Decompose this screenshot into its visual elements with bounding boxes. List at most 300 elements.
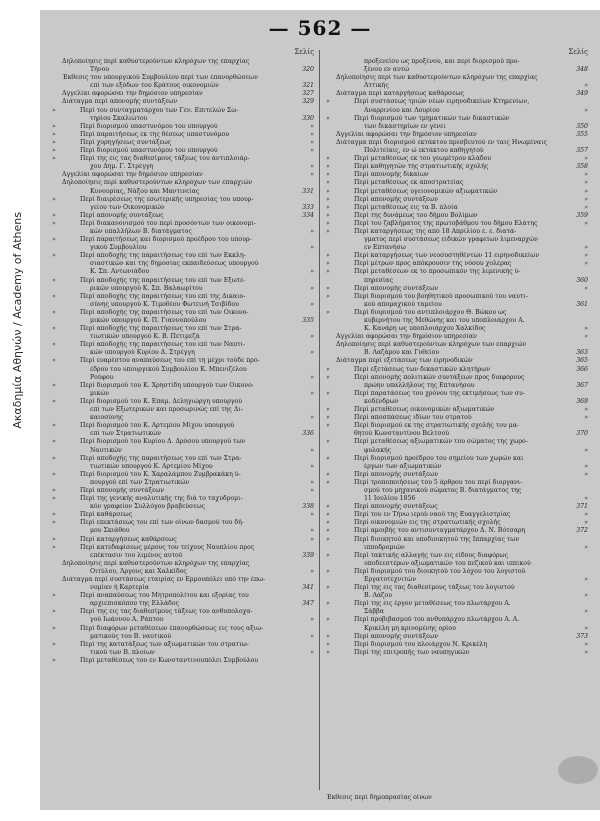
index-entry	[326, 58, 588, 66]
entry-text: Δηλοποίησις περί καθυστερούντων κληρόχων της επαρχίας	[62, 559, 250, 567]
index-entry	[326, 179, 588, 187]
entry-text: Περί της κατατάξεως των αξιωματικών του στρατιω-	[80, 640, 249, 648]
entry-mark: »	[326, 163, 330, 171]
index-entry	[326, 107, 588, 115]
entry-page: »	[310, 527, 314, 535]
entry-page: »	[310, 122, 314, 130]
entry-text: Περί διορισμού του Κυρίου Δ. Δρόσου υπουργού των	[80, 438, 246, 446]
entry-text: Περί αναπαύσεως του Μητροπολίτου και εξορίας του	[80, 592, 249, 600]
entry-page: »	[584, 284, 588, 292]
entry-page: 335	[302, 317, 314, 324]
entry-text: Περί χορηγήσεως συντάξεως	[80, 138, 172, 146]
entry-text: αρχιεπισκόπου της Ελλάδος	[90, 600, 180, 608]
entry-page: »	[310, 244, 314, 252]
entry-text: κών υπαλλήλων Β. διατάγματος	[90, 227, 192, 235]
index-entry	[52, 188, 314, 196]
entry-mark: »	[52, 535, 56, 543]
entry-text: σύνης υπουργού Κ. Τιμοθέου Φωτεινή Τσιβίδου	[90, 300, 239, 308]
entry-text: Περί τροποποιήσεως του 5 άρθρου του περί διοργανι-	[354, 478, 523, 486]
entry-page: »	[310, 414, 314, 422]
entry-mark: »	[52, 381, 56, 389]
entry-page: »	[310, 333, 314, 341]
entry-page: 329	[302, 98, 314, 106]
entry-page: »	[310, 171, 314, 179]
entry-text: Περί οικονομιών εις της στρατιωτικής σχολής	[354, 519, 501, 527]
index-entry	[326, 641, 588, 649]
entry-text: Περί μεταθέσεως οικονομικών αξιωματικών	[354, 406, 495, 414]
entry-text: πηρεσίας	[364, 276, 393, 284]
entry-text: Περί διορισμού του Κ. Χαραλάμπου Ζυμβρακάκη ύ-	[80, 470, 241, 478]
index-entry	[326, 236, 588, 244]
index-entry	[326, 552, 588, 560]
index-entry	[326, 584, 588, 592]
entry-page: 373	[576, 632, 588, 640]
entry-text: Περί αποδοχής της παραιτήσεως του επί των Εξωτε-	[80, 276, 246, 284]
entry-text: τηρίου Σκαλιώτου	[90, 114, 148, 122]
index-entry	[326, 447, 588, 455]
entry-text: Περί του εν Τήνω ιερού ναού της Ευαγγελιστρίας	[354, 511, 511, 519]
entry-mark: »	[326, 584, 330, 592]
entry-text: Περί απονομής συντάξεως	[80, 211, 164, 219]
entry-mark: »	[52, 292, 56, 300]
entry-page: »	[584, 414, 588, 422]
index-entry	[326, 285, 588, 293]
entry-text: Διάταγμα περί εξετάσεως των ειρηνοδικών	[336, 357, 473, 365]
index-entry	[52, 325, 314, 333]
entry-text: Ρούφου	[90, 373, 114, 381]
entry-page: »	[584, 219, 588, 227]
entry-page: 357	[576, 147, 588, 155]
entry-page: 361	[576, 300, 588, 308]
scanned-page	[40, 10, 600, 810]
index-entry	[326, 155, 588, 163]
entry-page: 331	[302, 187, 314, 195]
entry-mark: »	[326, 308, 330, 316]
entry-page: »	[584, 470, 588, 478]
entry-text: Περί παραιτήσεως και διορισμού προέδρου του υπουρ-	[80, 236, 252, 244]
entry-text: Περί μεταθέσεως εις τα Β. πλοία	[354, 203, 458, 211]
entry-mark: »	[52, 454, 56, 462]
entry-text: μικών	[90, 389, 110, 397]
entry-mark: »	[326, 373, 330, 381]
entry-text: Περί καταργήσεως των νεοσυστηθέντων 11 ειρηνοδικείων	[354, 252, 540, 260]
entry-page: 350	[576, 122, 588, 130]
entry-text: Αναρρινίου και Λουρίου	[364, 106, 440, 114]
entry-text: Περί παραιτήσεως εκ της θέσεως υπαστυνόμου	[80, 130, 230, 138]
index-entry	[326, 568, 588, 576]
index-entry	[326, 123, 588, 131]
index-entry	[326, 82, 588, 90]
entry-text: Περί απονομής πολιτικών συντάξεων προς διαφόρους	[354, 373, 525, 381]
entry-text: Περί διακανονισμού του περί προσόντων των οικονομι-	[80, 219, 256, 227]
index-entry	[52, 527, 314, 535]
index-entry	[52, 479, 314, 487]
entry-mark: »	[326, 454, 330, 462]
index-entry	[52, 552, 314, 560]
index-entry	[326, 317, 588, 325]
entry-text: Περί απονομής συντάξεων	[354, 284, 439, 292]
index-entry	[326, 131, 588, 139]
index-entry	[52, 179, 314, 187]
entry-mark: »	[326, 632, 330, 640]
watermark-text: Ακαδημία Αθηνών / Academy of Athens	[10, 211, 24, 429]
entry-mark: »	[326, 438, 330, 446]
entry-page: 330	[302, 114, 314, 122]
index-entry	[326, 503, 588, 511]
entry-text: Περί αποδοχής της παραιτήσεως του επί των Εκκλη-	[80, 252, 246, 260]
entry-mark: »	[52, 341, 56, 349]
entry-text: Περί διορισμού του αντιπλοιάρχου Θ. Βώκου ως	[354, 308, 507, 316]
entry-text: Περί αμοιβής του αντισυνταγματάρχου Δ. Ν. Βότσαρη	[354, 527, 526, 535]
entry-text: Εργατοτεχνιτών	[364, 576, 416, 583]
entry-page: »	[584, 244, 588, 252]
index-entry	[326, 163, 588, 171]
entry-page: »	[584, 648, 588, 656]
entry-text: Αγγελίαι αφορώσαι την δημόσιον υπηρεσίαν	[62, 90, 203, 98]
entry-text: Περί διορισμού του Κ. Επαμ. Δεληγιώργη υπουργού	[80, 397, 243, 405]
index-entry	[326, 430, 588, 438]
index-entry	[52, 333, 314, 341]
entry-page: »	[584, 592, 588, 600]
entry-page: »	[584, 608, 588, 616]
entry-mark: »	[326, 519, 330, 527]
index-entry	[326, 268, 588, 276]
entry-text: Περί αποδοχής της παραιτήσεως του επί των Στρα-	[80, 325, 242, 333]
entry-text: Διάταγμα περί διορισμού εκτάκτου πρεσβευτού εν ταις Ηνωμέναις	[336, 138, 548, 146]
index-entry	[52, 455, 314, 463]
entry-text: Αττικής	[364, 82, 389, 90]
entry-mark: »	[52, 252, 56, 260]
entry-text: Δηλοποίησις περί καθυστερούντων κληρόχων των επαρχιών	[62, 179, 253, 187]
index-entry	[52, 576, 314, 584]
entry-text: Περί διορισμού του διοικητού του λόχου του λογιστού	[354, 567, 526, 575]
entry-mark: »	[52, 438, 56, 446]
entry-page: 339	[302, 551, 314, 559]
index-entry	[52, 366, 314, 374]
entry-page: »	[310, 511, 314, 519]
entry-text: Αγγελίαι αφορώσαι την δημόσιον υπηρεσίαν	[62, 171, 203, 179]
entry-page: »	[584, 624, 588, 632]
entry-text: μου Σκιάθου	[90, 527, 130, 535]
entry-text: Περί της εις έργον μεταθέσεως του πλωτάρχου Α.	[354, 600, 511, 608]
index-entry	[326, 455, 588, 463]
index-entry	[52, 447, 314, 455]
index-entry	[52, 641, 314, 649]
index-entry	[326, 560, 588, 568]
entry-page: »	[584, 106, 588, 114]
entry-text: Δηλοποίησις περί καθυστερούντων κληρόχων των επαρχιών	[336, 341, 527, 349]
entry-text: Διάταγμα περί καταργήσεως καθάρσεως	[336, 90, 464, 98]
entry-text: Δηλοποίησις περί καθυστερούντων κληρόχων της επαρχίας	[62, 58, 250, 65]
index-entry	[52, 495, 314, 503]
entry-page: 370	[576, 430, 588, 438]
entry-text: Περί καθάρσεως	[80, 511, 133, 519]
index-entry	[52, 293, 314, 301]
index-entry	[326, 495, 588, 503]
entry-text: Περί της επιτροπής των ναυπηγικών	[354, 648, 470, 656]
index-entry	[326, 66, 588, 74]
index-entry	[52, 317, 314, 325]
entry-mark: »	[52, 236, 56, 244]
entry-text: Περί απονομής δικαίων	[354, 171, 429, 179]
entry-page: »	[584, 511, 588, 519]
entry-text: Περί καταργήσεως της από 18 Απριλίου ε. ε. διατά-	[354, 227, 517, 235]
index-entry	[52, 309, 314, 317]
entry-page: 338	[302, 503, 314, 511]
entry-mark: »	[326, 171, 330, 179]
index-entry	[326, 608, 588, 616]
index-entry	[326, 422, 588, 430]
index-entry	[52, 616, 314, 624]
entry-mark: »	[326, 155, 330, 163]
index-entry	[52, 90, 314, 98]
index-entry	[326, 649, 588, 657]
entry-text: κόν γραφείον Συλλόγου βραβεύσεως	[90, 503, 205, 511]
index-entry	[52, 584, 314, 592]
entry-mark: »	[326, 365, 330, 373]
entry-mark: »	[52, 624, 56, 632]
entry-text: ρικών υπουργού Κ. Σπ. Βαλαωρίτου	[90, 284, 203, 292]
entry-mark: »	[326, 268, 330, 276]
index-entry	[52, 422, 314, 430]
entry-page: »	[584, 260, 588, 268]
entry-mark: »	[326, 414, 330, 422]
entry-text: Κ. Κανάρη ως υποπλοιάρχου Χαλκίδος	[364, 325, 486, 333]
entry-text: Περί αποδοχής της παραιτήσεως του επί της Δικαιο-	[80, 292, 246, 300]
index-entry	[326, 406, 588, 414]
index-entry	[326, 341, 588, 349]
entry-page: »	[584, 187, 588, 195]
entry-page: 355	[576, 130, 588, 138]
index-entry	[52, 633, 314, 641]
index-entry	[52, 115, 314, 123]
entry-text: Περί απονομής συντάξεων	[354, 195, 439, 203]
entry-text: Περί απονομής συντάξεων	[354, 632, 439, 640]
entry-page: 367	[576, 381, 588, 389]
entry-text: Περί μεταθέσεως του εν Κωνσταντινουπόλει Συμβούλου	[80, 656, 259, 664]
index-entry	[326, 212, 588, 220]
entry-mark: »	[52, 397, 56, 405]
entry-text: προξενείου ως προξένου, και περί διορισμού προ-	[364, 58, 520, 65]
entry-mark: »	[52, 155, 56, 163]
entry-text: πουργού επί των Στρατιωτικών	[90, 478, 190, 486]
index-entry	[52, 608, 314, 616]
entry-mark: »	[52, 357, 56, 365]
entry-mark: »	[326, 511, 330, 519]
index-entry	[52, 131, 314, 139]
index-entry	[326, 90, 588, 98]
entry-text: Περί διορισμού του Κ. Χρηστίδη υπουργού των Οικονο-	[80, 381, 254, 389]
entry-mark: »	[52, 608, 56, 616]
entry-text: Β. Λάζου	[364, 592, 392, 600]
index-entry	[52, 374, 314, 382]
entry-text: νυμίαν ή Καρτερία	[90, 584, 149, 592]
index-entry	[52, 544, 314, 552]
entry-mark: »	[52, 486, 56, 494]
index-entry	[326, 188, 588, 196]
index-entry	[52, 349, 314, 357]
entry-page: »	[584, 155, 588, 163]
entry-text: τικού των Β. πλοίων	[90, 648, 155, 656]
index-entry	[326, 366, 588, 374]
entry-mark: »	[52, 422, 56, 430]
entry-mark: »	[52, 147, 56, 155]
entry-page: »	[310, 138, 314, 146]
index-entry	[52, 123, 314, 131]
entry-mark: »	[326, 567, 330, 575]
entry-mark: »	[326, 252, 330, 260]
entry-mark: »	[326, 648, 330, 656]
entry-text: Περί εξετάσεως των δικαστικών κλητήρων	[354, 365, 491, 373]
entry-text: Περί αποσπάσεως ιδίων του στρατού	[354, 414, 472, 422]
entry-mark: »	[52, 138, 56, 146]
entry-text: κού απομαχικού ταμείου	[364, 300, 442, 308]
entry-page: »	[584, 333, 588, 341]
entry-mark: »	[52, 122, 56, 130]
entry-mark: »	[52, 640, 56, 648]
entry-text: Περί μεταθέσεως εκ του γεωμέτρου κλάδου	[354, 155, 492, 163]
entry-mark: »	[326, 422, 330, 430]
entry-text: Περί διορισμού εκ της στρατιωτικής σχολής του μα-	[354, 422, 520, 430]
entry-page: »	[310, 227, 314, 235]
entry-mark: »	[326, 219, 330, 227]
entry-text: Πολιτείαις, εν ώ εκτάκτου καθηγητού	[364, 147, 484, 155]
index-entry	[52, 503, 314, 511]
entry-mark: »	[52, 543, 56, 551]
index-entry	[326, 139, 588, 147]
index-entry	[326, 220, 588, 228]
entry-mark: »	[326, 284, 330, 292]
index-entry	[326, 511, 588, 519]
entry-page: »	[584, 82, 588, 90]
index-entry	[326, 471, 588, 479]
entry-text: Περί διαιρέσεως της εσωτερικής υπηρεσίας του υπουρ-	[80, 195, 254, 203]
entry-mark: »	[326, 470, 330, 478]
right-column-header: Σελίς	[568, 48, 588, 56]
entry-text: θητού Κωνσταντίνου Βελτσού	[354, 430, 450, 438]
entry-text: μικών υπουργού Κ. Π. Γιαννοπούλου	[90, 317, 207, 324]
index-entry	[52, 592, 314, 600]
entry-text: 11 Ιουλίου 1856	[364, 495, 416, 503]
index-entry	[326, 390, 588, 398]
right-column	[326, 48, 588, 788]
entry-text: Περί τακτικής αλλαγής των εις είδους διαφόρως	[354, 551, 509, 559]
entry-page: »	[310, 147, 314, 155]
entry-mark: »	[326, 227, 330, 235]
page-number: — 562 —	[268, 16, 372, 40]
entry-page: »	[310, 616, 314, 624]
index-entry	[326, 277, 588, 285]
entry-text: Έκθεσις του υπουργικού Συμβουλίου περί των έπανορθώσεων	[62, 74, 258, 82]
entry-text: γματος περί συστάσεως ειδικών γραφείων λιμεναρχών	[364, 236, 538, 244]
index-entry	[326, 333, 588, 341]
entry-page: »	[310, 486, 314, 494]
index-entry	[326, 374, 588, 382]
entry-page: 372	[576, 527, 588, 535]
index-entry	[52, 147, 314, 155]
index-entry	[326, 98, 588, 106]
entry-page: 371	[576, 503, 588, 511]
index-entry	[52, 163, 314, 171]
entry-mark: »	[52, 308, 56, 316]
entry-text: Περί κατεδαφίσεως μέρους του τείχους Ναυπλίου προς	[80, 543, 255, 551]
index-entry	[52, 260, 314, 268]
index-entry	[326, 519, 588, 527]
index-entry	[52, 649, 314, 657]
entry-text: Περί ευαρέστου αναπαύσεως του επί τη μέχρι τούδε προ-	[80, 357, 260, 365]
entry-text: γικού Συμβουλίου	[90, 244, 147, 252]
index-entry	[326, 398, 588, 406]
entry-mark: »	[52, 325, 56, 333]
index-entry	[326, 536, 588, 544]
entry-text: Περί διορισμού του Κ. Αρτεμίου Μίχου υπουργού	[80, 422, 235, 430]
index-entry	[326, 349, 588, 357]
entry-page: »	[310, 478, 314, 486]
entry-text: Περί αποδοχής της παραιτήσεως του επί των Οικονο-	[80, 308, 249, 316]
index-entry	[326, 325, 588, 333]
index-entry	[326, 244, 588, 252]
entry-page: »	[310, 130, 314, 138]
index-entry	[326, 527, 588, 535]
index-entry	[52, 196, 314, 204]
entry-page: »	[584, 195, 588, 203]
index-entry	[326, 196, 588, 204]
entry-text: Περί μεταθέσεως υγειονομικών αξιωματικών	[354, 187, 498, 195]
entry-page: »	[310, 446, 314, 454]
entry-page: 341	[302, 584, 314, 592]
entry-mark: »	[326, 478, 330, 486]
index-entry	[326, 260, 588, 268]
entry-mark: »	[326, 203, 330, 211]
entry-page: »	[310, 373, 314, 381]
index-entry	[326, 115, 588, 123]
index-entry	[326, 414, 588, 422]
entry-page: 349	[576, 90, 588, 98]
entry-text: υποδεεστέρων αξιωματικών του πεζικού και ιππικού	[364, 559, 531, 567]
entry-text: εν Επτανήσω	[364, 244, 406, 252]
index-entry	[52, 511, 314, 519]
entry-text: Περί διορισμού του βοηθητικού προσωπικού του ναυτι-	[354, 292, 528, 300]
entry-page: »	[310, 567, 314, 575]
entry-text: ιπποδρομιών	[364, 543, 405, 551]
index-entry	[52, 285, 314, 293]
entry-text: χου Δημ. Γ. Στρέγγη	[90, 163, 154, 171]
index-entry	[52, 98, 314, 106]
entry-text: των δικαστηρίων εν γένει	[364, 122, 446, 130]
entry-text: Περί προβιβασμού του ανθυπάρχου πλωτάρχου Α. Α.	[354, 616, 520, 624]
entry-page: »	[584, 203, 588, 211]
entry-mark: »	[52, 276, 56, 284]
left-column-header: Σελίς	[294, 48, 314, 56]
entry-text: Οιτύλου, Άργους και Χαλκίδος	[90, 567, 187, 575]
index-entry	[326, 544, 588, 552]
entry-mark: »	[326, 260, 330, 268]
entry-text: Περί αποδοχής της παραιτήσεως του επί των Στρα-	[80, 454, 242, 462]
entry-page: 365	[576, 357, 588, 365]
entry-text: Περί μέτρων προς απόκρουσιν της νόσου χολέρας	[354, 260, 512, 268]
entry-page: 360	[576, 276, 588, 284]
index-entry	[326, 487, 588, 495]
entry-page: 359	[576, 211, 588, 219]
entry-text: Αγγελίαι αφορώσαι την δημόσιον υπηρεσίαν	[336, 130, 477, 138]
footnote: Έκθεσις περί δημοπρασίας οίνων	[326, 794, 432, 801]
entry-text: Κρικέλη μη κρινομένης ορίου	[364, 624, 456, 632]
index-entry	[52, 600, 314, 608]
index-entry	[326, 616, 588, 624]
entry-mark: »	[326, 616, 330, 624]
entry-text: σμού του μηχανικού σώματος Β. διατάγματος της	[364, 486, 522, 494]
entry-text: Περί της γενικής αναλυτικής της διά το ταχυδρομι-	[80, 495, 243, 503]
